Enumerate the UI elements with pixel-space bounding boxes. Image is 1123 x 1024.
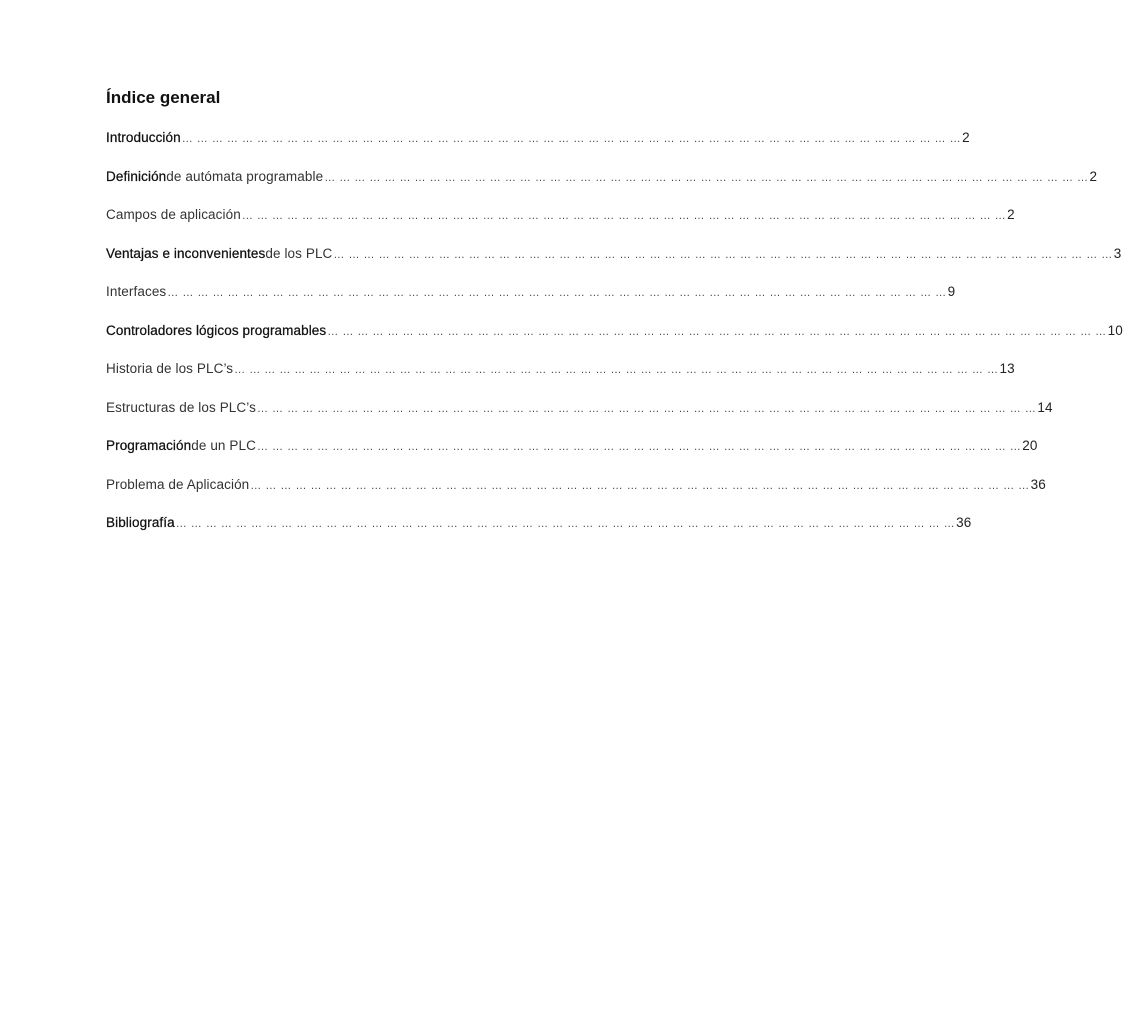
toc-page-number: 2 [1007, 207, 1015, 222]
toc-entry-text: de un PLC [191, 438, 256, 453]
toc-entry-historia [106, 361, 1015, 400]
toc-entry-bold-text: Introducción [106, 130, 181, 145]
toc-entry-definicion [106, 168, 1098, 208]
toc-entry-text: Estructuras de los PLC’s [106, 399, 256, 415]
toc-dot-leader: … … … … … … … … … … … … … … … … … … … … … … … … … … … … … … … … … … … … … … … … … … … … … … … … … … … [256, 441, 1022, 453]
toc-entry-text: de los PLC [265, 245, 333, 261]
table-of-contents [106, 130, 1123, 554]
toc-dot-leader: … … … … … … … … … … … … … … … … … … … … … … … … … … … … … … … … … … … … … … … … … … … … … … … … … … … … [333, 248, 1113, 261]
toc-page-number: 36 [1030, 476, 1046, 492]
toc-entry-ventajas [106, 245, 1122, 285]
toc-title: Índice general [106, 88, 221, 107]
toc-dot-leader: … … … … … … … … … … … … … … … … … … … … … … … … … … … … … … … … … … … … … … … … … … … … … … … … … … … … [250, 479, 1030, 492]
toc-entry-programacion [106, 438, 1038, 477]
toc-entry-text: de autómata programable [166, 168, 324, 184]
toc-entry-bold-text: Ventajas e inconvenientes [106, 245, 266, 261]
toc-page-number: 2 [1089, 168, 1098, 184]
toc-dot-leader: … … … … … … … … … … … … … … … … … … … … … … … … … … … … … … … … … … … … … … … … … … … … … … … … … … … … [167, 287, 947, 299]
toc-entry-bold-text: Programación [106, 438, 192, 453]
toc-entry-introduccion [106, 130, 970, 169]
toc-page-number: 20 [1022, 438, 1038, 453]
toc-entry-bold-text: Bibliografía [106, 515, 175, 530]
toc-entry-text: Campos de aplicación [106, 207, 241, 222]
toc-page-number: 2 [962, 130, 970, 145]
toc-page-number: 36 [956, 515, 972, 530]
toc-dot-leader: … … … … … … … … … … … … … … … … … … … … … … … … … … … … … … … … … … … … … … … … … … … … … … … … … … … [324, 171, 1089, 184]
toc-entry-problema [106, 476, 1046, 516]
toc-dot-leader: … … … … … … … … … … … … … … … … … … … … … … … … … … … … … … … … … … … … … … … … … … … … … … … … … … … [234, 364, 999, 376]
toc-dot-leader: … … … … … … … … … … … … … … … … … … … … … … … … … … … … … … … … … … … … … … … … … … … … … … … … … … … [241, 210, 1007, 222]
toc-page-number: 9 [947, 284, 956, 299]
toc-entry-interfaces [106, 284, 956, 323]
toc-dot-leader: … … … … … … … … … … … … … … … … … … … … … … … … … … … … … … … … … … … … … … … … … … … … … … … … … … … … [181, 133, 962, 145]
toc-entry-bold-text: Definición [106, 168, 167, 184]
toc-entry-campos [106, 207, 1015, 246]
toc-page-number: 3 [1113, 245, 1122, 261]
toc-page-number: 13 [999, 361, 1015, 376]
toc-page-number: 14 [1037, 399, 1053, 415]
toc-entry-text: Interfaces [106, 284, 167, 299]
toc-entry-estructuras [106, 399, 1053, 439]
toc-entry-bold-text: Controladores lógicos programables [106, 322, 327, 338]
toc-entry-controladores [106, 322, 1123, 362]
toc-entry-bibliografia [106, 515, 972, 554]
toc-dot-leader: … … … … … … … … … … … … … … … … … … … … … … … … … … … … … … … … … … … … … … … … … … … … … … … … … … … … [327, 325, 1107, 338]
toc-dot-leader: … … … … … … … … … … … … … … … … … … … … … … … … … … … … … … … … … … … … … … … … … … … … … … … … … … … … [256, 402, 1037, 415]
toc-entry-text: Problema de Aplicación [106, 476, 250, 492]
toc-page-number: 10 [1107, 322, 1123, 338]
toc-dot-leader: … … … … … … … … … … … … … … … … … … … … … … … … … … … … … … … … … … … … … … … … … … … … … … … … … … … … [175, 518, 956, 530]
toc-entry-text: Historia de los PLC’s [106, 361, 234, 376]
